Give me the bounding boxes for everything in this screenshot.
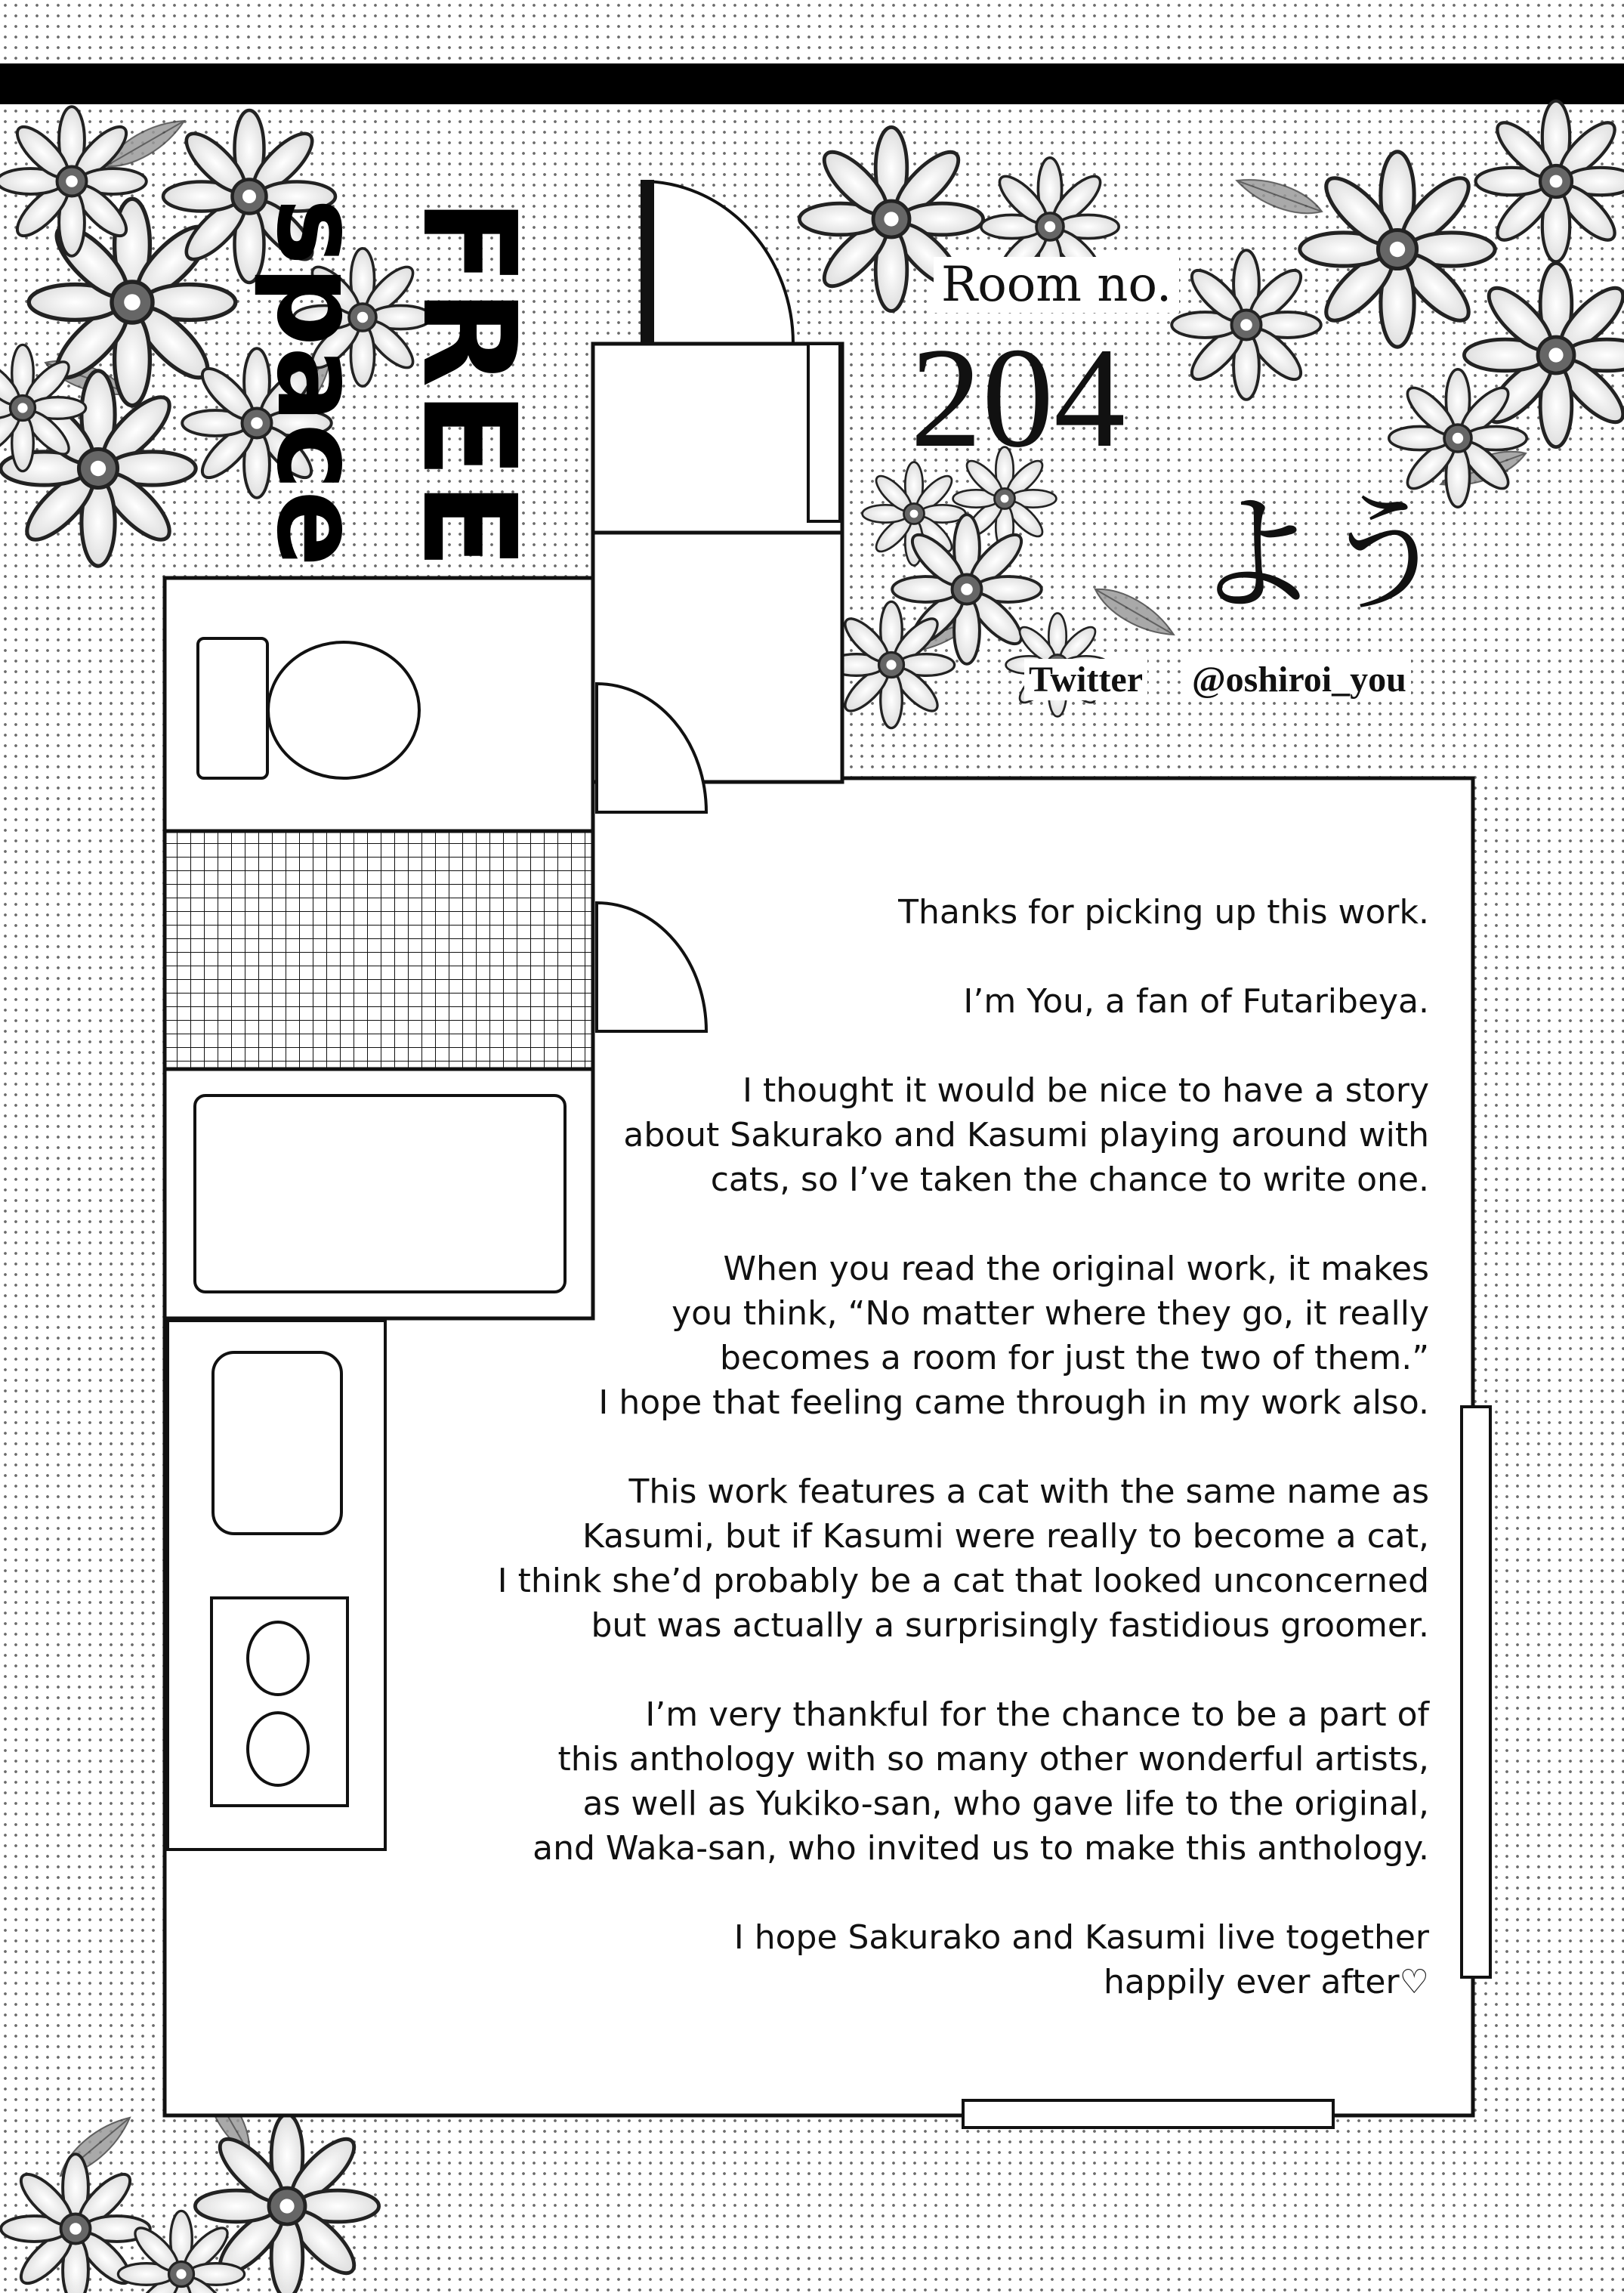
twitter-handle: @oshiroi_you [1187,659,1411,700]
message-paragraph [453,890,1429,935]
twitter-label: Twitter [1024,659,1147,700]
message-line: I hope that feeling came through in my work also. [598,1383,1429,1422]
flower-icon [1,2114,378,2293]
message-line: cats, so I’ve taken the chance to write one. [710,1160,1429,1199]
room-number: 204 [910,319,1125,477]
stove-icon [211,1598,347,1806]
message-line: becomes a room for just the two of them.” [719,1339,1429,1377]
afterword-message [453,890,1429,2004]
message-line: This work features a cat with the same name as [628,1473,1429,1511]
message-line: as well as Yukiko-san, who gave life to the original, [582,1785,1429,1823]
message-paragraph [453,1068,1429,1202]
message-line: about Sakurako and Kasumi playing around with [623,1116,1429,1154]
message-line: I thought it would be nice to have a story [743,1071,1429,1110]
message-line: I’m very thankful for the chance to be a part of [645,1695,1429,1734]
room-label: Room no. [934,257,1179,313]
message-line: Kasumi, but if Kasumi were really to become a cat, [582,1517,1429,1556]
message-line: and Waka-san, who invited us to make this anthology. [533,1829,1429,1868]
author-name: よう [1192,481,1450,630]
message-line: When you read the original work, it makes [723,1250,1429,1288]
message-line: I think she’d probably be a cat that looked unconcerned [497,1562,1429,1600]
message-line: this anthology with so many other wonderful artists, [557,1740,1429,1778]
message-line: Thanks for picking up this work. [898,893,1429,932]
message-paragraph [453,1247,1429,1425]
message-line: I’m You, a fan of Futaribeya. [963,982,1429,1021]
message-paragraph [453,1915,1429,2004]
message-line: happily ever after♡ [1104,1963,1429,2001]
free-space-title: FREE [394,198,543,573]
free-space-subtitle: space [252,198,383,567]
message-paragraph [453,1692,1429,1871]
message-paragraph [453,979,1429,1024]
message-line: but was actually a surprisingly fastidious groomer. [591,1606,1429,1645]
door-icon [642,181,793,344]
message-line: you think, “No matter where they go, it really [672,1294,1429,1333]
toilet-icon [198,638,419,778]
message-paragraph [453,1469,1429,1648]
message-line: I hope Sakurako and Kasumi live together [733,1918,1429,1957]
